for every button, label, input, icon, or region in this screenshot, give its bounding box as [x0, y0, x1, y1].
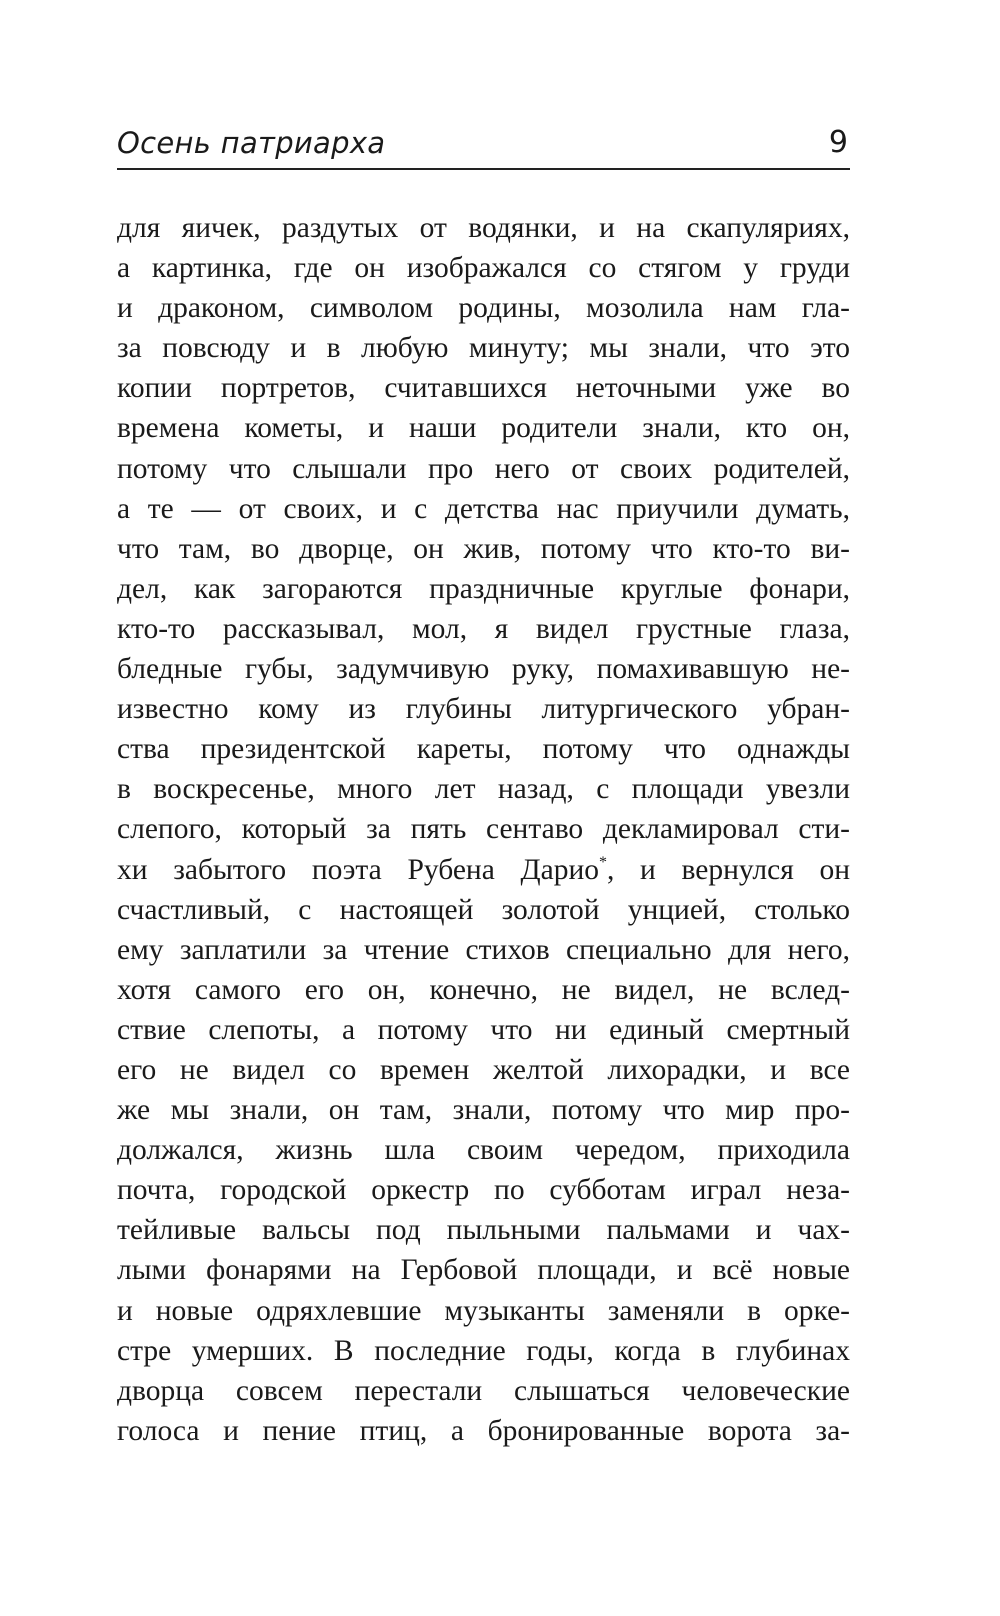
- text-fragment: , и вернулся он: [607, 853, 850, 886]
- text-line: за повсюду и в любую минуту; мы знали, что это: [117, 332, 850, 365]
- text-line: в воскресенье, много лет назад, с площади увезли: [117, 773, 850, 806]
- text-line: голоса и пение птиц, а бронированные ворота за-: [117, 1414, 850, 1447]
- text-line: ему заплатили за чтение стихов специально для него,: [117, 933, 850, 966]
- text-line: известно кому из глубины литургического убран-: [117, 693, 850, 726]
- book-title: Осень патриарха: [117, 126, 386, 160]
- running-header: [117, 118, 850, 170]
- text-line: и новые одряхлевшие музыканты заменяли в орке-: [117, 1294, 850, 1327]
- text-line: слепого, который за пять сентаво декламировал сти-: [117, 813, 850, 846]
- text-line: времена кометы, и наши родители знали, кто он,: [117, 412, 850, 445]
- text-line: ства президентской кареты, потому что однажды: [117, 733, 850, 766]
- text-line: тейливые вальсы под пыльными пальмами и чах-: [117, 1214, 850, 1247]
- text-line: стре умерших. В последние годы, когда в глубинах: [117, 1334, 850, 1367]
- text-line: дел, как загораются праздничные круглые фонари,: [117, 572, 850, 605]
- text-line: ствие слепоты, а потому что ни единый смертный: [117, 1013, 850, 1046]
- text-line: счастливый, с настоящей золотой унцией, столько: [117, 893, 850, 926]
- text-line: а картинка, где он изображался со стягом у груди: [117, 252, 850, 285]
- text-line: лыми фонарями на Гербовой площади, и всё новые: [117, 1254, 850, 1287]
- text-line: должался, жизнь шла своим чередом, приходила: [117, 1134, 850, 1167]
- text-line: кто-то рассказывал, мол, я видел грустные глаза,: [117, 612, 850, 645]
- text-line: потому что слышали про него от своих родителей,: [117, 452, 850, 485]
- text-line: хотя самого его он, конечно, не видел, не вслед-: [117, 973, 850, 1006]
- text-line: что там, во дворце, он жив, потому что кто-то ви-: [117, 532, 850, 565]
- text-line: копии портретов, считавшихся неточными уже во: [117, 372, 850, 405]
- text-line-with-footnote: [117, 850, 850, 890]
- text-line: же мы знали, он там, знали, потому что мир про-: [117, 1094, 850, 1127]
- text-fragment: хи забытого поэта Рубена Дарио: [117, 853, 599, 886]
- text-line: а те — от своих, и с детства нас приучили думать,: [117, 492, 850, 525]
- text-line: бледные губы, задумчивую руку, помахивавшую не-: [117, 653, 850, 686]
- text-line: и драконом, символом родины, мозолила нам гла-: [117, 292, 850, 325]
- text-line: для яичек, раздутых от водянки, и на скапуляриях,: [117, 212, 850, 244]
- text-line: дворца совсем перестали слышаться человеческие: [117, 1374, 850, 1407]
- body-text: [117, 208, 850, 1451]
- text-line: его не видел со времен желтой лихорадки, и все: [117, 1053, 850, 1086]
- text-line: почта, городской оркестр по субботам играл неза-: [117, 1174, 850, 1207]
- footnote-marker[interactable]: *: [599, 853, 607, 871]
- page-number: 9: [828, 125, 848, 160]
